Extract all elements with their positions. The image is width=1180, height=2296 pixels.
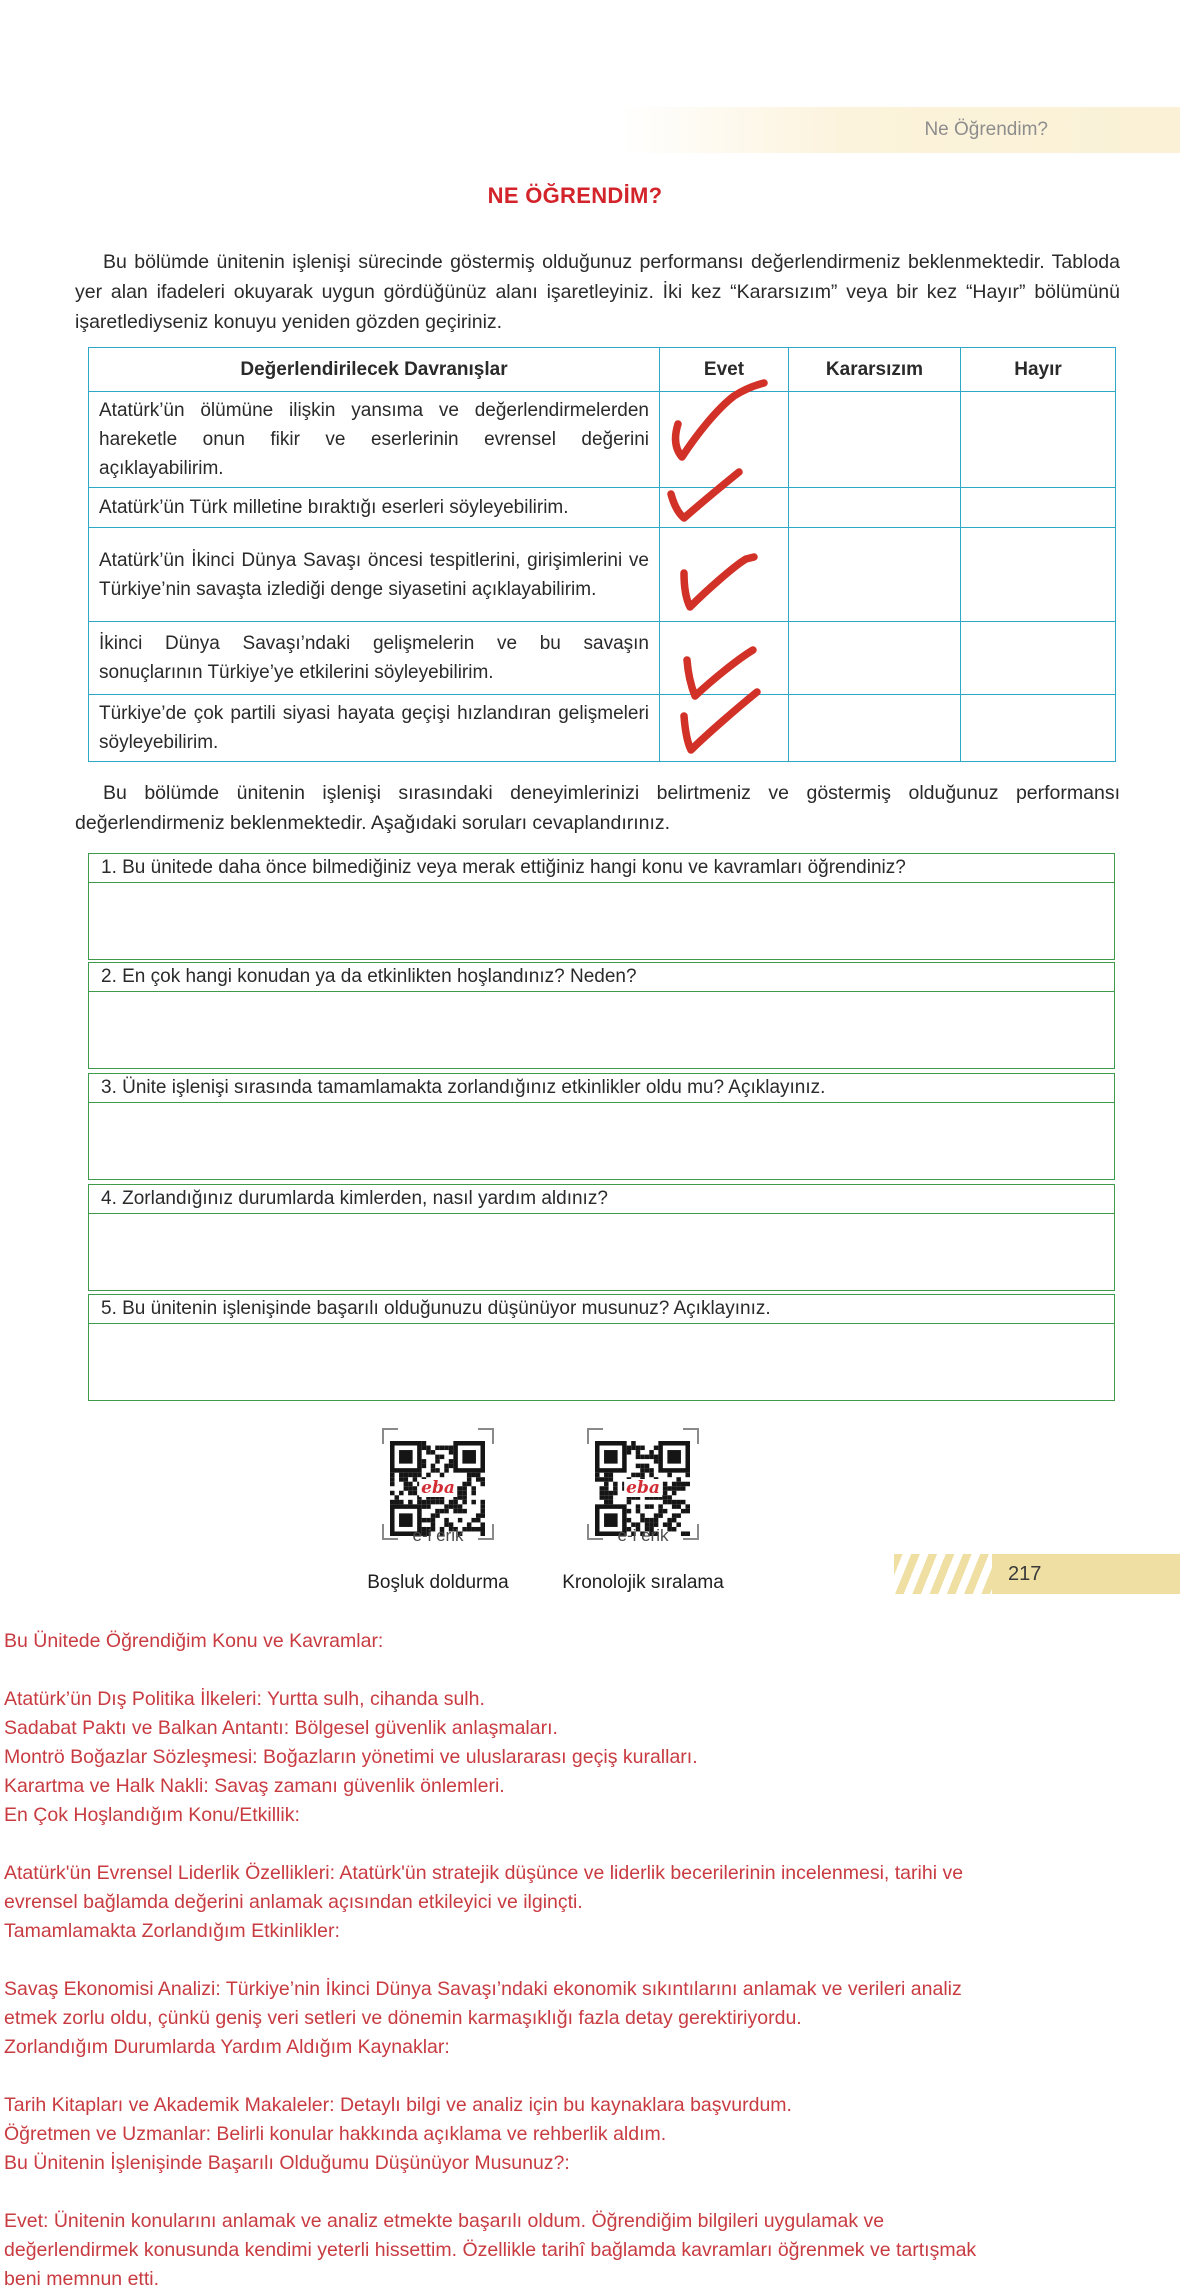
column-header-undecided: Kararsızım — [789, 348, 961, 392]
qr-block — [367, 1428, 509, 1593]
question-label: 1. Bu ünitede daha önce bilmediğiniz veya merak ettiğiniz hangi konu ve kavramları öğrendiniz? — [88, 853, 1115, 883]
kararsizim-cell — [789, 695, 961, 762]
page-number: 217 — [1008, 1563, 1042, 1585]
annotation-line: Sadabat Paktı ve Balkan Antantı: Bölgesel güvenlik anlaşmaları. — [4, 1717, 558, 1739]
running-header-label: Ne Öğrendim? — [924, 119, 1048, 140]
hayir-cell — [961, 622, 1116, 695]
table-row — [89, 392, 1116, 488]
hayir-cell — [961, 695, 1116, 762]
annotation-line: Evet: Ünitenin konularını anlamak ve analiz etmekte başarılı oldum. Öğrendiğim bilgileri uygulamak ve — [4, 2210, 885, 2232]
question-label: 3. Ünite işlenişi sırasında tamamlamakta zorlandığınız etkinlikler oldu mu? Açıklayınız. — [88, 1073, 1115, 1103]
answer-box — [88, 883, 1115, 960]
annotation-line — [4, 2062, 1180, 2091]
annotation-line: Zorlandığım Durumlarda Yardım Aldığım Kaynaklar: — [4, 2036, 450, 2058]
eba-logo: eba — [421, 1478, 455, 1498]
table-row — [89, 695, 1116, 762]
question-block — [88, 1184, 1115, 1291]
behavior-text: Türkiye’de çok partili siyasi hayata geçişi hızlandıran gelişmeleri söyleyebilirim. — [89, 695, 660, 762]
annotation-block — [4, 1627, 1180, 2294]
table-header-row — [89, 348, 1116, 392]
behavior-text: İkinci Dünya Savaşı’ndaki gelişmelerin ve bu savaşın sonuçlarının Türkiye’ye etkilerini söyleyebilirim. — [89, 622, 660, 695]
annotation-line: Atatürk’ün Dış Politika İlkeleri: Yurtta sulh, cihanda sulh. — [4, 1688, 485, 1710]
hayir-cell — [961, 488, 1116, 528]
answer-box — [88, 1214, 1115, 1291]
kararsizim-cell — [789, 392, 961, 488]
annotation-line: değerlendirmek konusunda kendimi yeterli hissettim. Özellikle tarihî bağlamda kavramları öğrenmek ve tartışmak — [4, 2239, 977, 2261]
evet-cell — [660, 488, 789, 528]
evet-cell — [660, 392, 789, 488]
annotation-line: Savaş Ekonomisi Analizi: Türkiye’nin İkinci Dünya Savaşı’ndaki ekonomik sıkıntılarını anlamak ve verileri analiz — [4, 1978, 962, 2000]
question-block — [88, 853, 1115, 960]
page-title: NE ÖĞRENDİM? — [487, 183, 663, 208]
question-block — [88, 1073, 1115, 1180]
question-block — [88, 1294, 1115, 1401]
table-row — [89, 488, 1116, 528]
eba-logo: eba — [626, 1478, 660, 1498]
annotation-line: Atatürk'ün Evrensel Liderlik Özellikleri: Atatürk'ün stratejik düşünce ve liderlik becerilerinin incelenmesi, tarihi ve — [4, 1862, 964, 1884]
qr-tag: e-i erik — [412, 1526, 464, 1545]
page-band-stripes — [894, 1554, 992, 1594]
table-row — [89, 528, 1116, 622]
annotation-line — [4, 1946, 1180, 1975]
annotation-line: Bu Ünitenin İşlenişinde Başarılı Olduğumu Düşünüyor Musunuz?: — [4, 2152, 570, 2174]
evet-cell — [660, 528, 789, 622]
column-header-no: Hayır — [961, 348, 1116, 392]
annotation-line: evrensel bağlamda değerini anlamak açısından etkileyici ve ilginçti. — [4, 1891, 583, 1913]
running-header — [620, 107, 1180, 153]
behavior-text: Atatürk’ün ölümüne ilişkin yansıma ve değerlendirmelerden hareketle onun fikir ve eserlerinin evrensel değerini açıklayabilirim. — [89, 392, 660, 488]
evet-cell — [660, 622, 789, 695]
qr-frame — [382, 1428, 494, 1554]
evet-cell — [660, 695, 789, 762]
kararsizim-cell — [789, 622, 961, 695]
table-row — [89, 622, 1116, 695]
annotation-line: Öğretmen ve Uzmanlar: Belirli konular hakkında açıklama ve rehberlik aldım. — [4, 2123, 667, 2145]
qr-caption: Kronolojik sıralama — [562, 1572, 724, 1593]
answer-box — [88, 1324, 1115, 1401]
column-header-behaviors: Değerlendirilecek Davranışlar — [89, 348, 660, 392]
annotation-line: Tarih Kitapları ve Akademik Makaleler: Detaylı bilgi ve analiz için bu kaynaklara başvurdum. — [4, 2094, 792, 2116]
annotation-line — [4, 2178, 1180, 2207]
annotation-line: beni memnun etti. — [4, 2268, 160, 2290]
hayir-cell — [961, 392, 1116, 488]
annotation-line — [4, 1830, 1180, 1859]
qr-frame — [587, 1428, 699, 1554]
question-label: 4. Zorlandığınız durumlarda kimlerden, nasıl yardım aldınız? — [88, 1184, 1115, 1214]
evaluation-table — [88, 347, 1116, 762]
intro-paragraph: Bu bölümde ünitenin işlenişi sürecinde göstermiş olduğunuz performansı değerlendirmeniz beklenmektedir. Tabloda yer alan ifadeleri okuyarak uygun gördüğünüz alanı işaretleyiniz. İki kez “Kararsızım” veya bir kez “Hayır” bölümünü işaretlediyseniz konuyu yeniden gözden geçiriniz. — [75, 251, 1120, 333]
annotation-line: Tamamlamakta Zorlandığım Etkinlikler: — [4, 1920, 340, 1942]
kararsizim-cell — [789, 488, 961, 528]
question-block — [88, 962, 1115, 1069]
kararsizim-cell — [789, 528, 961, 622]
annotation-line: En Çok Hoşlandığım Konu/Etkillik: — [4, 1804, 300, 1826]
qr-block — [562, 1428, 724, 1593]
answer-box — [88, 992, 1115, 1069]
annotation-line: Bu Ünitede Öğrendiğim Konu ve Kavramlar: — [4, 1630, 384, 1652]
column-header-yes: Evet — [660, 348, 789, 392]
question-label: 2. En çok hangi konudan ya da etkinlikten hoşlandınız? Neden? — [88, 962, 1115, 992]
annotation-line — [4, 1656, 1180, 1685]
annotation-line: etmek zorlu oldu, çünkü geniş veri setleri ve dönemin karmaşıklığı fazla detay gerektiriyordu. — [4, 2007, 802, 2029]
behavior-text: Atatürk’ün İkinci Dünya Savaşı öncesi tespitlerini, girişimlerini ve Türkiye’nin savaşta izlediği denge siyasetini açıklayabilirim. — [89, 528, 660, 622]
annotation-line: Karartma ve Halk Nakli: Savaş zamanı güvenlik önlemleri. — [4, 1775, 505, 1797]
annotation-line: Montrö Boğazlar Sözleşmesi: Boğazların yönetimi ve uluslararası geçiş kuralları. — [4, 1746, 698, 1768]
question-label: 5. Bu ünitenin işlenişinde başarılı olduğunuzu düşünüyor musunuz? Açıklayınız. — [88, 1294, 1115, 1324]
hayir-cell — [961, 528, 1116, 622]
behavior-text: Atatürk’ün Türk milletine bıraktığı eserleri söyleyebilirim. — [89, 488, 660, 528]
answer-box — [88, 1103, 1115, 1180]
qr-caption: Boşluk doldurma — [367, 1572, 509, 1593]
qr-tag: e-i erik — [617, 1526, 669, 1545]
second-intro-paragraph: Bu bölümde ünitenin işlenişi sırasındaki deneyimlerinizi belirtmeniz ve göstermiş olduğunuz performansı değerlendirmeniz beklenmektedir. Aşağıdaki soruları cevaplandırınız. — [75, 782, 1120, 834]
